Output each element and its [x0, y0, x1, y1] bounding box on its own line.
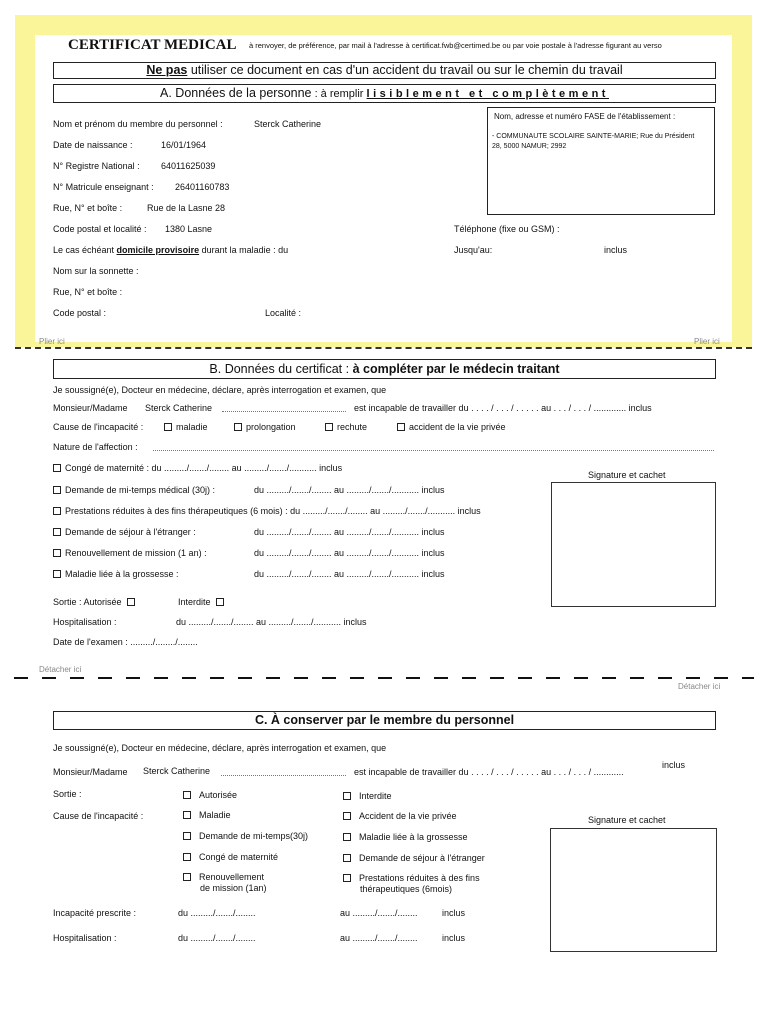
detach-line: [14, 677, 754, 679]
c-cause-label: Cause de l'incapacité :: [53, 811, 144, 821]
c-intro: Je soussigné(e), Docteur en médecine, déclare, après interrogation et examen, que: [53, 743, 387, 753]
c-prescribed-inclus: inclus: [442, 908, 466, 918]
c-mr-label: Monsieur/Madame: [53, 767, 128, 777]
bell-label: Nom sur la sonnette :: [53, 266, 139, 276]
b-exit-authorized[interactable]: Sortie : Autorisée: [53, 597, 139, 607]
checkbox-icon[interactable]: [183, 873, 191, 881]
c-cause-mitemps[interactable]: Demande de mi-temps(30j): [183, 831, 308, 841]
b-row-renouvellement[interactable]: Renouvellement de mission (1 an) :: [53, 548, 207, 558]
checkbox-icon[interactable]: [53, 570, 61, 578]
street2-label: Rue, N° et boîte :: [53, 287, 123, 297]
b-row-renouvellement-dates: du ........./......./........ au ........./......./........... inclus: [254, 548, 445, 558]
section-b-title-bold: à compléter par le médecin traitant: [352, 362, 560, 376]
checkbox-icon[interactable]: [127, 598, 135, 606]
phone-label: Téléphone (fixe ou GSM) :: [454, 224, 560, 234]
checkbox-icon[interactable]: [53, 528, 61, 536]
b-exit-forbidden[interactable]: Interdite: [178, 597, 228, 607]
temp-address-line: [53, 245, 288, 255]
fold-line: [15, 347, 752, 349]
checkbox-icon[interactable]: [343, 874, 351, 882]
checkbox-icon[interactable]: [343, 833, 351, 841]
b-cause-rechute[interactable]: rechute: [325, 422, 367, 432]
c-inclus: inclus: [662, 760, 686, 770]
warning-box: [53, 62, 716, 79]
checkbox-icon[interactable]: [397, 423, 405, 431]
fase-label: Nom, adresse et numéro FASE de l'établissement :: [494, 112, 676, 121]
b-hosp-dates: du ........./......./........ au ........./......./........... inclus: [176, 617, 367, 627]
c-hosp-to: au ........./......./........: [340, 933, 418, 943]
checkbox-icon[interactable]: [53, 486, 61, 494]
c-hosp-inclus: inclus: [442, 933, 466, 943]
postal-value: 1380 Lasne: [165, 224, 213, 234]
temp-suffix: durant la maladie : du: [199, 245, 289, 255]
checkbox-icon[interactable]: [164, 423, 172, 431]
fase-value: - COMMUNAUTE SCOLAIRE SAINTE-MARIE; Rue du Président 28, 5000 NAMUR; 2992: [492, 133, 695, 150]
fold-right: Plier ici: [694, 337, 720, 346]
c-prescribed-from: du ........./......./........: [178, 908, 256, 918]
section-a-title-bold: A. Données de la personne: [160, 86, 312, 100]
c-mr-value: Sterck Catherine: [143, 766, 211, 776]
form-title: CERTIFICAT MEDICAL: [68, 37, 237, 53]
birth-value: 16/01/1964: [161, 140, 207, 150]
detach-right: Détacher ici: [678, 682, 721, 691]
c-exit-label: Sortie :: [53, 789, 82, 799]
b-mr-value: Sterck Catherine: [145, 403, 213, 413]
c-exit-authorized[interactable]: Autorisée: [183, 790, 237, 800]
c-incapable: est incapable de travailler du . . . . / . . . / . . . . . au . . . / . . . / ............: [354, 767, 624, 777]
c-hosp-label: Hospitalisation :: [53, 933, 117, 943]
form-subtitle: à renvoyer, de préférence, par mail à l'adresse à certificat.fwb@certimed.be ou par voie postale à l'adresse figurant au verso: [249, 41, 662, 50]
c-cause-renouvellement[interactable]: Renouvellement: [183, 872, 264, 882]
c-cause-prestations[interactable]: Prestations réduites à des fins: [343, 873, 480, 883]
c-signature-box[interactable]: [550, 828, 717, 952]
c-exit-forbidden[interactable]: Interdite: [343, 791, 392, 801]
street-label: Rue, N° et boîte :: [53, 203, 123, 213]
fase-box: [487, 107, 715, 215]
temp-emph: domicile provisoire: [116, 245, 200, 255]
detach-left: Détacher ici: [39, 665, 82, 674]
nrn-value: 64011625039: [161, 161, 216, 171]
street-value: Rue de la Lasne 28: [147, 203, 226, 213]
b-row-sejour[interactable]: Demande de séjour à l'étranger :: [53, 527, 196, 537]
section-a-title: [53, 84, 716, 103]
section-b-title: [53, 359, 716, 379]
checkbox-icon[interactable]: [183, 811, 191, 819]
checkbox-icon[interactable]: [343, 792, 351, 800]
checkbox-icon[interactable]: [234, 423, 242, 431]
name-label: Nom et prénom du membre du personnel :: [53, 119, 223, 129]
b-row-mitemps[interactable]: Demande de mi-temps médical (30j) :: [53, 485, 215, 495]
warning-emph: Ne pas: [146, 63, 188, 77]
b-signature-box[interactable]: [551, 482, 716, 607]
checkbox-icon[interactable]: [183, 791, 191, 799]
b-row-grossesse[interactable]: Maladie liée à la grossesse :: [53, 569, 179, 579]
c-cause-sejour[interactable]: Demande de séjour à l'étranger: [343, 853, 485, 863]
warning-text: utiliser ce document en cas d'un accident du travail ou sur le chemin du travail: [187, 63, 623, 77]
birth-label: Date de naissance :: [53, 140, 133, 150]
checkbox-icon[interactable]: [343, 812, 351, 820]
c-prescribed-label: Incapacité prescrite :: [53, 908, 137, 918]
b-cause-maladie[interactable]: maladie: [164, 422, 208, 432]
matricule-label: N° Matricule enseignant :: [53, 182, 154, 192]
section-c-title: C. À conserver par le membre du personnel: [53, 711, 716, 730]
c-cause-accident[interactable]: Accident de la vie privée: [343, 811, 457, 821]
b-mr-label: Monsieur/Madame: [53, 403, 128, 413]
b-exam-date: Date de l'examen : ........./......../........: [53, 637, 198, 647]
b-row-mitemps-dates: du ........./......./........ au ........./......./........... inclus: [254, 485, 445, 495]
temp-inclus: inclus: [604, 245, 628, 255]
checkbox-icon[interactable]: [183, 853, 191, 861]
checkbox-icon[interactable]: [53, 464, 61, 472]
checkbox-icon[interactable]: [183, 832, 191, 840]
b-intro: Je soussigné(e), Docteur en médecine, déclare, après interrogation et examen, que: [53, 385, 387, 395]
section-a-title-emph: lisiblement et complètement: [366, 88, 609, 100]
c-signature-label: Signature et cachet: [588, 815, 666, 825]
b-hosp-label: Hospitalisation :: [53, 617, 117, 627]
until-label: Jusqu'au:: [454, 245, 493, 255]
b-cause-prolongation[interactable]: prolongation: [234, 422, 296, 432]
c-cause-prestations-2: thérapeutiques (6mois): [360, 884, 453, 894]
checkbox-icon[interactable]: [53, 507, 61, 515]
section-b-title-rest: B. Données du certificat :: [209, 362, 353, 376]
b-signature-label: Signature et cachet: [588, 470, 666, 480]
c-hosp-from: du ........./......./........: [178, 933, 256, 943]
matricule-value: 26401160783: [175, 182, 230, 192]
c-cause-maladie[interactable]: Maladie: [183, 810, 231, 820]
locality-label: Localité :: [265, 308, 302, 318]
b-nature-label: Nature de l'affection :: [53, 442, 138, 452]
postal-label: Code postal et localité :: [53, 224, 147, 234]
c-prescribed-to: au ........./......./........: [340, 908, 418, 918]
c-cause-grossesse[interactable]: Maladie liée à la grossesse: [343, 832, 468, 842]
c-cause-renouvellement-2: de mission (1an): [200, 883, 267, 893]
name-value: Sterck Catherine: [254, 119, 322, 129]
b-mr-dots: [222, 411, 346, 412]
section-a-title-rest: : à remplir: [311, 88, 367, 100]
b-maternity[interactable]: Congé de maternité : du ........./......./........ au ........./......./........... inclus: [53, 463, 342, 473]
nrn-label: N° Registre National :: [53, 161, 140, 171]
checkbox-icon[interactable]: [325, 423, 333, 431]
checkbox-icon[interactable]: [343, 854, 351, 862]
temp-prefix: Le cas échéant: [53, 245, 117, 255]
postal2-label: Code postal :: [53, 308, 107, 318]
b-nature-dots[interactable]: [153, 450, 714, 451]
b-incapable: est incapable de travailler du . . . . / . . . / . . . . . au . . . / . . . / ............. inclus: [354, 403, 652, 413]
fold-left: Plier ici: [39, 337, 65, 346]
b-cause-accident[interactable]: accident de la vie privée: [397, 422, 506, 432]
checkbox-icon[interactable]: [53, 549, 61, 557]
b-row-grossesse-dates: du ........./......./........ au ........./......./........... inclus: [254, 569, 445, 579]
b-row-prestations[interactable]: Prestations réduites à des fins thérapeutiques (6 mois) : du ........./......./........ au ........./......./........... inclus: [53, 506, 481, 516]
c-cause-maternite[interactable]: Congé de maternité: [183, 852, 278, 862]
checkbox-icon[interactable]: [216, 598, 224, 606]
c-mr-dots: [221, 775, 346, 776]
b-cause-label: Cause de l'incapacité :: [53, 422, 144, 432]
b-row-sejour-dates: du ........./......./........ au ........./......./........... inclus: [254, 527, 445, 537]
